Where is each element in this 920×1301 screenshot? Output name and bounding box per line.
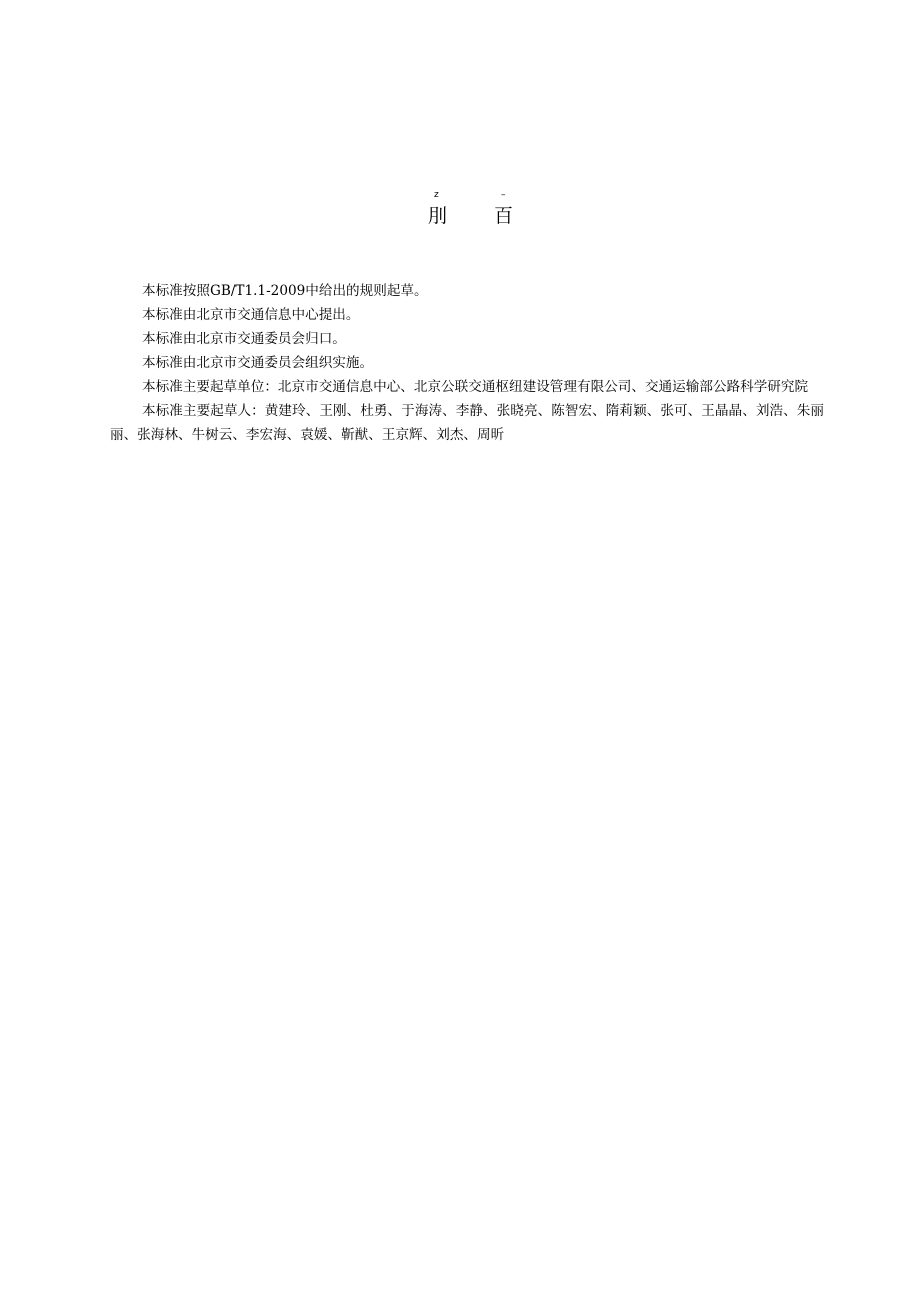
title-char-1: 刖 <box>428 205 448 227</box>
paragraph-centralized-by: 本标准由北京市交通委员会归口。 <box>142 331 346 347</box>
title-char-2: 百 <box>494 205 514 227</box>
title-mark-2: – <box>501 190 506 200</box>
page-title <box>0 190 920 230</box>
paragraph-implemented-by: 本标准由北京市交通委员会组织实施。 <box>142 355 374 371</box>
document-body <box>110 279 824 447</box>
paragraph-drafting-units: 本标准主要起草单位：北京市交通信息中心、北京公联交通枢纽建设管理有限公司、交通运输部公路科学研究院 <box>142 379 809 395</box>
title-mark-1: z <box>434 190 439 200</box>
paragraph-drafting-rules: 本标准按照GB/T1.1-2009中给出的规则起草。 <box>142 283 428 299</box>
paragraph-proposer: 本标准由北京市交通信息中心提出。 <box>142 307 360 323</box>
paragraph-drafters: 本标准主要起草人：黄建玲、王刚、杜勇、于海涛、李静、张晓亮、陈智宏、隋莉颖、张可、王晶晶、刘浩、朱丽丽、张海林、牛树云、李宏海、袁媛、靳猷、王京辉、刘杰、周昕 <box>110 403 824 443</box>
